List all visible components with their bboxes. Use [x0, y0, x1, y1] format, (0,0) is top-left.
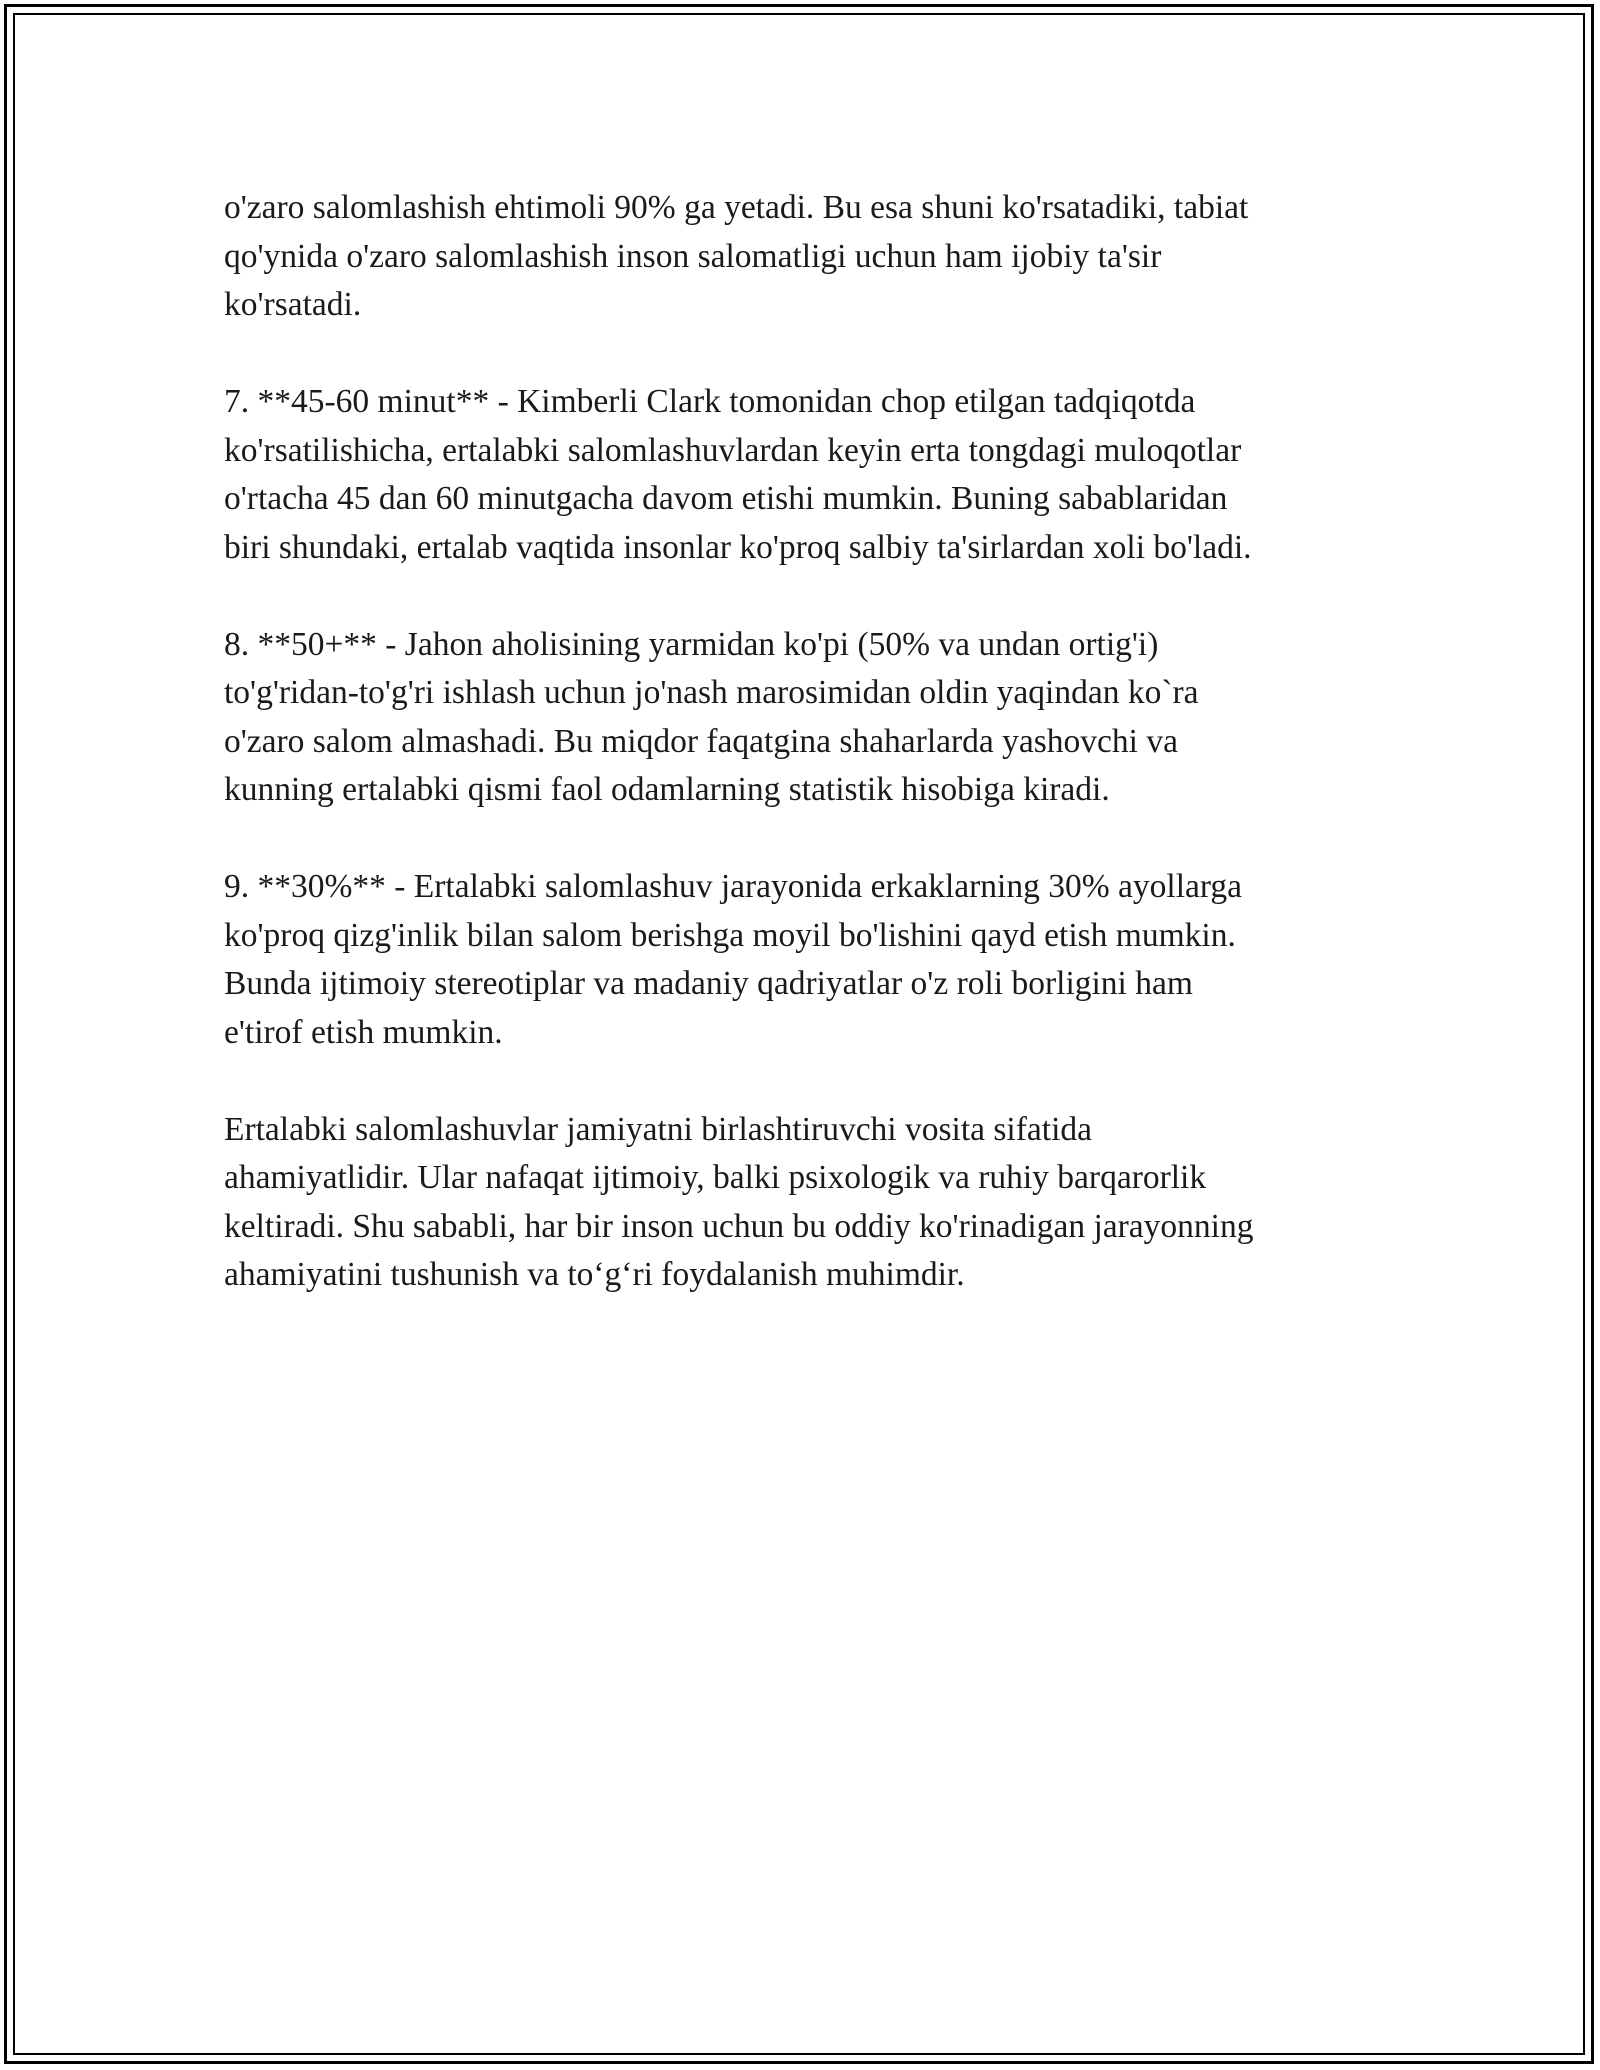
document-body — [224, 184, 1374, 1348]
paragraph-item-7: 7. **45-60 minut** - Kimberli Clark tomonidan chop etilgan tadqiqotda ko'rsatilishicha, ertalabki salomlashuvlardan keyin erta tongdagi muloqotlar o'rtacha 45 dan 60 minutgacha davom etishi mumkin. Buning sabablaridan biri shundaki, ertalab vaqtida insonlar ko'proq salbiy ta'sirlardan xoli bo'ladi. — [224, 383, 1252, 566]
paragraph-item-8: 8. **50+** - Jahon aholisining yarmidan ko'pi (50% va undan ortig'i) to'g'ridan-to'g'ri ishlash uchun jo'nash marosimidan oldin yaqindan ko`ra o'zaro salom almashadi. Bu miqdor faqatgina shaharlarda yashovchi va kunning ertalabki qismi faol odamlarning statistik hisobiga kiradi. — [224, 625, 1199, 808]
paragraph-conclusion: Ertalabki salomlashuvlar jamiyatni birlashtiruvchi vosita sifatida ahamiyatlidir. Ular nafaqat ijtimoiy, balki psixologik va ruhiy barqarorlik keltiradi. Shu sababli, har bir inson uchun bu oddiy ko'rinadigan jarayonning ahamiyatini tushunish va to‘g‘ri foydalanish muhimdir. — [224, 1110, 1254, 1293]
paragraph-intro-continuation: o'zaro salomlashish ehtimoli 90% ga yetadi. Bu esa shuni ko'rsatadiki, tabiat qo'ynida o'zaro salomlashish inson salomatligi uchun ham ijobiy ta'sir ko'rsatadi. — [224, 189, 1249, 323]
paragraph-item-9: 9. **30%** - Ertalabki salomlashuv jarayonida erkaklarning 30% ayollarga ko'proq qizg'inlik bilan salom berishga moyil bo'lishini qayd etish mumkin. Bunda ijtimoiy stereotiplar va madaniy qadriyatlar o'z roli borligini ham e'tirof etish mumkin. — [224, 868, 1243, 1051]
